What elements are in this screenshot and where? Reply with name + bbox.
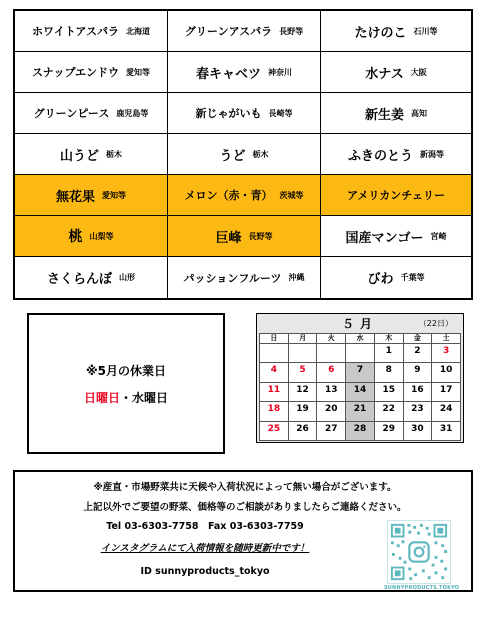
calendar-day: 20: [317, 402, 346, 421]
request-line: 上記以外でご要望の野菜、価格等のご相談がありましたらご連絡ください。: [83, 502, 407, 513]
instagram-line: インスタグラムにて入荷情報を随時更新中です！: [100, 543, 310, 554]
holiday-title: ※5月の休業日: [85, 363, 167, 378]
produce-origin: 栃木: [252, 149, 269, 159]
footer-info: [13, 470, 473, 592]
calendar-weekday: 金: [404, 334, 433, 344]
calendar-day: 22: [375, 402, 404, 421]
produce-item: [15, 134, 168, 175]
produce-name: 水ナス: [365, 66, 404, 82]
calendar-day: 31: [432, 422, 461, 441]
produce-name: 春キャベツ: [195, 66, 261, 82]
produce-name: 巨峰: [215, 230, 242, 246]
holiday-sunday: 日曜日: [83, 390, 120, 405]
calendar-day: 23: [404, 402, 433, 421]
calendar-day: 28: [346, 422, 375, 441]
produce-item: [168, 11, 321, 52]
produce-item: [168, 134, 321, 175]
produce-origin: 神奈川: [268, 67, 292, 77]
produce-origin: 茨城等: [279, 190, 304, 200]
calendar-day: 30: [404, 422, 433, 441]
produce-origin: 長野等: [248, 231, 273, 241]
calendar-day: 7: [346, 363, 375, 382]
produce-origin: 栃木: [106, 149, 122, 159]
produce-item: [15, 93, 168, 134]
calendar-day: 1: [375, 344, 404, 363]
produce-name: グリーンアスパラ: [184, 25, 273, 38]
produce-origin: 北海道: [125, 26, 150, 36]
calendar-weekday: 月: [289, 334, 318, 344]
produce-item: [168, 175, 321, 216]
produce-origin: 新潟等: [420, 149, 444, 159]
calendar-header: [257, 314, 463, 333]
produce-name: 新生姜: [364, 107, 404, 123]
produce-item: [15, 52, 168, 93]
calendar-weekday: 土: [432, 334, 461, 344]
produce-origin: 石川等: [413, 26, 438, 36]
produce-name: さくらんぼ: [46, 272, 112, 287]
produce-name: うど: [219, 148, 246, 164]
calendar-weekday: 水: [346, 334, 375, 344]
calendar-day: 24: [432, 402, 461, 421]
produce-name: アメリカンチェリー: [347, 189, 445, 202]
calendar-day: 19: [289, 402, 318, 421]
produce-item: [168, 93, 321, 134]
produce-item: [15, 175, 168, 216]
calendar-day: 4: [260, 363, 289, 382]
produce-name: 桃: [68, 229, 83, 245]
produce-item: [321, 257, 471, 298]
contact-line: Tel 03-6303-7758 Fax 03-6303-7759: [106, 521, 304, 532]
calendar-day: 2: [404, 344, 433, 363]
calendar-day: 21: [346, 402, 375, 421]
produce-item: [15, 257, 168, 298]
calendar-day: 12: [289, 383, 318, 402]
calendar-day: 9: [404, 363, 433, 382]
calendar-day: 18: [260, 402, 289, 421]
calendar-day: 8: [375, 363, 404, 382]
holiday-wednesday: 水曜日: [132, 390, 169, 405]
calendar-day: 26: [289, 422, 318, 441]
produce-name: 山うど: [59, 148, 99, 164]
produce-table: [13, 9, 473, 300]
produce-name: メロン（赤・青）: [184, 189, 273, 202]
produce-name: ホワイトアスパラ: [32, 25, 119, 38]
produce-name: ふきのとう: [347, 148, 413, 164]
produce-origin: 愛知等: [126, 67, 150, 77]
calendar-day: [260, 344, 289, 363]
produce-name: たけのこ: [354, 25, 407, 41]
calendar-day: 17: [432, 383, 461, 402]
produce-name: 無花果: [55, 189, 95, 205]
calendar-grid: [259, 333, 461, 441]
calendar-month: ５月: [341, 317, 378, 331]
produce-item: [168, 257, 321, 298]
produce-name: グリーンピース: [33, 107, 110, 120]
calendar-day: 13: [317, 383, 346, 402]
calendar-day: 3: [432, 344, 461, 363]
calendar-weekday: 火: [317, 334, 346, 344]
calendar-day: 27: [317, 422, 346, 441]
produce-origin: 鹿児島等: [116, 108, 149, 118]
instagram-id: ID sunnyproducts_tokyo: [140, 566, 270, 577]
produce-origin: 山梨等: [89, 231, 114, 241]
calendar-day: 11: [260, 383, 289, 402]
calendar-day: [289, 344, 318, 363]
produce-item: [321, 175, 471, 216]
calendar-weekday: 日: [260, 334, 289, 344]
produce-item: [321, 11, 471, 52]
produce-name: 国産マンゴー: [345, 230, 424, 246]
calendar-day: [346, 344, 375, 363]
qr-caption: SUNNYPRODUCTS.TOKYO: [384, 585, 460, 591]
calendar-day: 25: [260, 422, 289, 441]
calendar-day: 14: [346, 383, 375, 402]
calendar-weekday: 木: [375, 334, 404, 344]
produce-item: [321, 134, 471, 175]
produce-origin: 千葉等: [400, 273, 425, 282]
produce-origin: 愛知等: [102, 190, 126, 200]
produce-origin: 長野等: [279, 26, 304, 36]
produce-origin: 宮崎: [430, 231, 447, 241]
produce-item: [168, 216, 321, 257]
produce-item: [168, 52, 321, 93]
may-calendar: [256, 313, 464, 443]
calendar-day: 16: [404, 383, 433, 402]
produce-name: 新じゃがいも: [195, 107, 262, 120]
produce-item: [15, 11, 168, 52]
produce-item: [321, 216, 471, 257]
produce-origin: 長崎等: [268, 108, 293, 118]
holiday-notice: [27, 313, 225, 454]
produce-origin: 沖縄: [288, 273, 305, 282]
produce-item: [321, 52, 471, 93]
produce-name: びわ: [367, 272, 394, 287]
produce-origin: 山形: [119, 273, 135, 282]
produce-item: [321, 93, 471, 134]
produce-origin: 大阪: [410, 67, 427, 77]
holiday-separator: ・: [119, 390, 132, 405]
produce-item: [15, 216, 168, 257]
qr-code[interactable]: [387, 520, 451, 584]
holiday-days: [84, 389, 168, 406]
calendar-day: 10: [432, 363, 461, 382]
produce-name: スナップエンドウ: [31, 66, 119, 79]
calendar-day: 29: [375, 422, 404, 441]
calendar-business-days: （22日）: [418, 319, 453, 328]
calendar-day: 5: [289, 363, 318, 382]
produce-origin: 高知: [411, 108, 427, 118]
calendar-day: [317, 344, 346, 363]
calendar-day: 6: [317, 363, 346, 382]
produce-name: パッションフルーツ: [183, 271, 282, 285]
calendar-day: 15: [375, 383, 404, 402]
notice-line: ※産直・市場野菜共に天候や入荷状況によって無い場合がございます。: [93, 482, 397, 493]
